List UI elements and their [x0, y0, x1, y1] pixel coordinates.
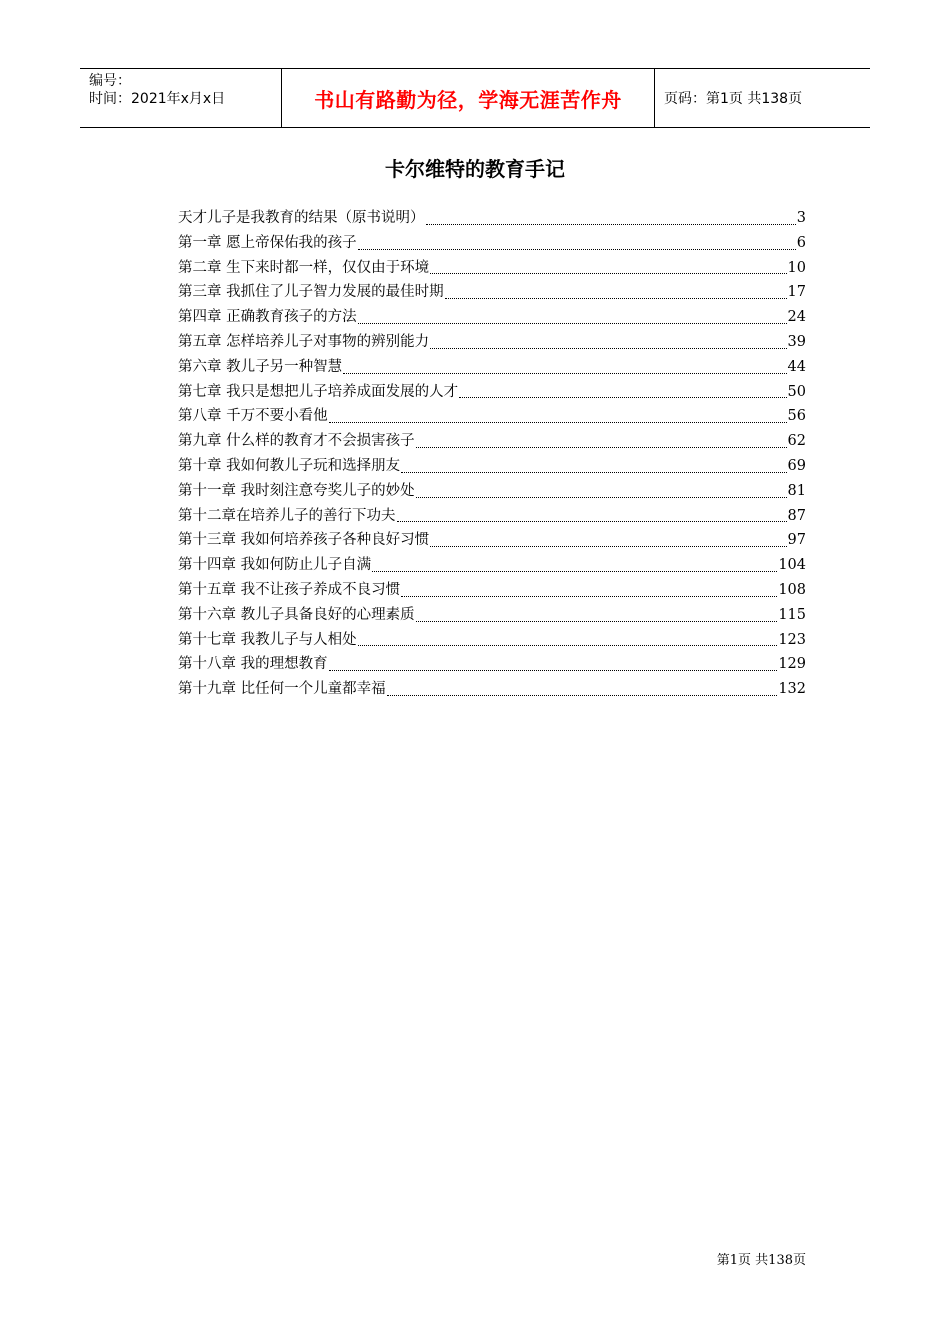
toc-entry[interactable] — [178, 603, 806, 628]
toc-entry-page: 129 — [778, 656, 806, 673]
toc-entry-page: 39 — [787, 333, 806, 350]
toc-entry-label: 第十三章 我如何培养孩子各种良好习惯 — [178, 532, 430, 549]
toc-entry-label: 第五章 怎样培养儿子对事物的辨别能力 — [178, 333, 430, 350]
toc-dot-leader — [401, 472, 786, 473]
toc-entry-page: 108 — [778, 581, 806, 598]
toc-entry-page: 50 — [787, 383, 806, 400]
toc-entry[interactable] — [178, 553, 806, 578]
toc-entry[interactable] — [178, 578, 806, 603]
toc-entry-page: 56 — [787, 408, 806, 425]
toc-entry-label: 第六章 教儿子另一种智慧 — [178, 358, 343, 375]
toc-entry-label: 第十七章 我教儿子与人相处 — [178, 631, 357, 648]
toc-entry-page: 24 — [787, 309, 806, 326]
toc-entry-label: 天才儿子是我教育的结果（原书说明） — [178, 210, 425, 226]
header-page-info: 页码：第1页 共138页 — [664, 91, 803, 107]
toc-dot-leader — [430, 348, 786, 349]
toc-dot-leader — [358, 645, 778, 646]
toc-entry-page: 17 — [787, 284, 806, 301]
toc-entry[interactable] — [178, 256, 806, 281]
toc-entry[interactable] — [178, 628, 806, 653]
toc-entry[interactable] — [178, 355, 806, 380]
toc-entry-label: 第十八章 我的理想教育 — [178, 656, 328, 673]
toc-entry[interactable] — [178, 479, 806, 504]
toc-entry-page: 97 — [787, 532, 806, 549]
toc-entry-label: 第十二章在培养儿子的善行下功夫 — [178, 507, 396, 524]
toc-entry-page: 3 — [796, 210, 806, 226]
toc-dot-leader — [445, 298, 787, 299]
header-table — [80, 68, 870, 128]
toc-entry[interactable] — [178, 404, 806, 429]
toc-entry[interactable] — [178, 206, 806, 231]
toc-entry-label: 第二章 生下来时都一样，仅仅由于环境 — [178, 259, 430, 276]
toc-dot-leader — [397, 521, 787, 522]
toc-entry-page: 123 — [778, 631, 806, 648]
toc-entry-label: 第十章 我如何教儿子玩和选择朋友 — [178, 457, 401, 474]
toc-entry[interactable] — [178, 652, 806, 677]
toc-entry-page: 87 — [787, 507, 806, 524]
header-motto: 书山有路勤为径，学海无涯苦作舟 — [282, 69, 655, 127]
toc-entry-label: 第三章 我抓住了儿子智力发展的最佳时期 — [178, 284, 444, 301]
toc-dot-leader — [358, 249, 796, 250]
number-label: 编号： — [89, 73, 131, 89]
toc-entry-page: 104 — [778, 557, 806, 574]
toc-dot-leader — [416, 621, 778, 622]
toc-entry-label: 第四章 正确教育孩子的方法 — [178, 309, 357, 326]
toc-entry-label: 第七章 我只是想把儿子培养成面发展的人才 — [178, 383, 459, 400]
toc-entry-page: 6 — [796, 234, 806, 251]
toc-entry[interactable] — [178, 380, 806, 405]
toc-entry[interactable] — [178, 231, 806, 256]
toc-entry-label: 第十九章 比任何一个儿童都幸福 — [178, 681, 386, 698]
toc-entry-page: 81 — [787, 482, 806, 499]
toc-dot-leader — [329, 670, 778, 671]
toc-entry-page: 10 — [787, 259, 806, 276]
toc-dot-leader — [426, 224, 796, 225]
toc-entry[interactable] — [178, 429, 806, 454]
footer-page-info: 第1页 共138页 — [716, 1253, 806, 1268]
toc-entry-page: 132 — [778, 681, 806, 698]
toc-entry-label: 第十四章 我如何防止儿子自满 — [178, 557, 372, 574]
toc-entry-label: 第一章 愿上帝保佑我的孩子 — [178, 234, 357, 251]
toc-dot-leader — [430, 273, 786, 274]
toc-entry-label: 第十六章 教儿子具备良好的心理素质 — [178, 606, 415, 623]
header-meta-cell — [80, 69, 282, 127]
toc-entry[interactable] — [178, 280, 806, 305]
toc-entry[interactable] — [178, 305, 806, 330]
toc-entry-page: 69 — [787, 457, 806, 474]
toc-entry-label: 第十一章 我时刻注意夸奖儿子的妙处 — [178, 482, 415, 499]
toc-dot-leader — [401, 596, 777, 597]
toc-dot-leader — [358, 323, 787, 324]
toc-dot-leader — [430, 546, 786, 547]
toc-entry-label: 第九章 什么样的教育才不会损害孩子 — [178, 433, 415, 450]
toc-entry-page: 62 — [787, 433, 806, 450]
toc-entry-label: 第八章 千万不要小看他 — [178, 408, 328, 425]
toc-entry[interactable] — [178, 528, 806, 553]
toc-dot-leader — [459, 397, 786, 398]
toc-entry[interactable] — [178, 504, 806, 529]
toc-dot-leader — [387, 695, 778, 696]
document-title: 卡尔维特的教育手记 — [385, 157, 565, 181]
toc-entry[interactable] — [178, 677, 806, 702]
toc-dot-leader — [416, 447, 787, 448]
toc-dot-leader — [329, 422, 787, 423]
toc-dot-leader — [343, 373, 786, 374]
table-of-contents — [178, 206, 806, 702]
toc-dot-leader — [416, 497, 787, 498]
toc-entry[interactable] — [178, 330, 806, 355]
toc-entry-page: 115 — [778, 606, 806, 623]
toc-entry[interactable] — [178, 454, 806, 479]
toc-dot-leader — [372, 571, 777, 572]
toc-entry-label: 第十五章 我不让孩子养成不良习惯 — [178, 581, 401, 598]
toc-entry-page: 44 — [787, 358, 806, 375]
time-label: 时间：2021年x月x日 — [89, 91, 226, 107]
